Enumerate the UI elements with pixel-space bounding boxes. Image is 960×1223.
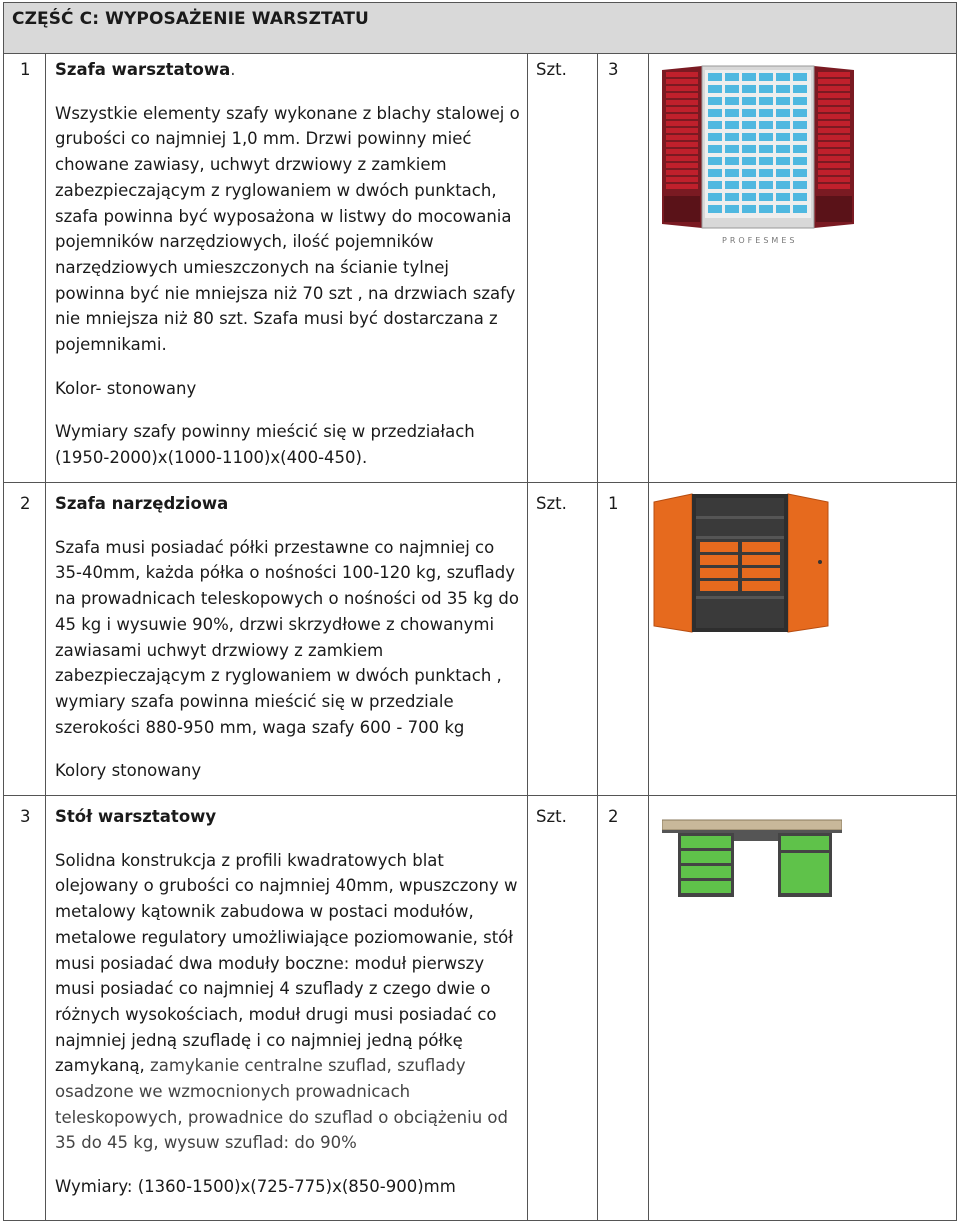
item-number: 3 [20,807,31,826]
column-divider [527,53,528,1221]
door-bin [818,72,850,77]
drawer [700,542,738,552]
door-bin [666,156,698,161]
item-number: 1 [20,60,31,79]
storage-bin [708,109,722,117]
item-paragraph: Wszystkie elementy szafy wykonane z blachy stalowej o grubości co najmniej 1,0 mm. Drzwi powinny mieć chowane zawiasy, uchwyt drzwiowy z zamkiem zabezpieczającym z ryglowaniem w dwóch punktach, szafa powinna być wyposażona w listwy do mocowania pojemników narzędziowych, ilość pojemników narzędziowych umieszczonych na ścianie tylnej powinna być nie mniejsza niż 70 szt , na drzwiach szafy nie mniejsza niż 80 szt. Szafa musi być dostarczana z pojemnikami. [55,103,520,355]
item-title: Szafa narzędziowa [55,494,229,513]
drawer [781,836,829,850]
storage-bin [725,85,739,93]
door-bin [818,114,850,119]
storage-bin [793,193,807,201]
storage-bin [776,169,790,177]
storage-bin [725,109,739,117]
storage-bin [725,133,739,141]
storage-bin [708,145,722,153]
storage-bin [708,133,722,141]
storage-bin [742,97,756,105]
storage-bin [725,193,739,201]
storage-bin [759,169,773,177]
item-unit: Szt. [536,494,567,513]
drawer [742,581,780,591]
door-bin [666,86,698,91]
door-bin [666,114,698,119]
storage-bin [793,169,807,177]
storage-bin [725,181,739,189]
item-description [55,491,523,802]
storage-bin [776,73,790,81]
door-bin [818,156,850,161]
storage-bin [708,121,722,129]
door-bin [666,149,698,154]
storage-bin [759,97,773,105]
storage-bin [742,85,756,93]
door-bin [666,163,698,168]
door-bin [818,177,850,182]
door-bin [666,121,698,126]
storage-bin [708,157,722,165]
column-divider [597,53,598,1221]
storage-bin [776,109,790,117]
storage-bin [759,133,773,141]
storage-bin [793,121,807,129]
storage-bin [725,205,739,213]
workshop-cabinet-image [660,64,856,232]
storage-bin [776,157,790,165]
tool-cabinet-image [652,492,832,634]
item-title: Stół warsztatowy [55,807,217,826]
item-paragraph: Kolor- stonowany [55,378,197,398]
item-title-suffix: . [230,60,236,79]
drawer [742,555,780,565]
storage-bin [793,145,807,153]
storage-bin [708,181,722,189]
door-bin [666,135,698,140]
door-bin [818,93,850,98]
storage-bin [793,133,807,141]
door-bin [666,142,698,147]
door-bin [666,100,698,105]
drawer [681,851,731,863]
storage-bin [776,85,790,93]
drawer [681,866,731,878]
storage-bin [793,97,807,105]
door-bin [818,100,850,105]
door-bin [818,128,850,133]
item-quantity: 1 [608,494,619,513]
storage-bin [793,73,807,81]
drawer [700,555,738,565]
item-unit: Szt. [536,807,567,826]
drawer [681,881,731,893]
storage-bin [708,205,722,213]
column-divider [45,53,46,1221]
storage-bin [742,181,756,189]
storage-bin [776,121,790,129]
storage-bin [759,109,773,117]
item-paragraph: Kolory stonowany [55,761,202,781]
storage-bin [759,205,773,213]
item-paragraph: Solidna konstrukcja z profili kwadratowych blat olejowany o grubości co najmniej 40mm, wpuszczony w metalowy kątownik zabudowa w postaci modułów, metalowe regulatory umożliwiające poziomowanie, stół musi posiadać dwa moduły boczne: moduł pierwszy musi posiadać co najmniej 4 szuflady z czego dwie o różnych wysokościach, moduł drugi musi posiadać co najmniej jedną szufladę i co najmniej jedną półkę zamykaną, [55,850,518,1076]
storage-bin [759,121,773,129]
storage-bin [776,193,790,201]
door-bin [666,128,698,133]
storage-bin [708,97,722,105]
storage-bin [793,85,807,93]
storage-bin [759,73,773,81]
door-bin [666,93,698,98]
door-bin [666,170,698,175]
storage-bin [742,121,756,129]
door-bin [818,135,850,140]
door-bin [818,163,850,168]
storage-bin [725,73,739,81]
brand-logo-caption: PROFESMES [722,236,798,245]
item-description [55,804,523,1218]
storage-bin [793,157,807,165]
storage-bin [708,73,722,81]
storage-bin [759,85,773,93]
storage-bin [725,145,739,153]
storage-bin [793,109,807,117]
section-title: CZĘŚĆ C: WYPOSAŻENIE WARSZTATU [12,9,369,29]
door-bin [818,86,850,91]
door-bin [818,142,850,147]
door-bin [666,72,698,77]
storage-bin [742,109,756,117]
door-bin [818,149,850,154]
door-bin [818,79,850,84]
storage-bin [759,157,773,165]
item-unit: Szt. [536,60,567,79]
door-bin [666,107,698,112]
section-header [3,2,957,54]
storage-bin [708,169,722,177]
item-quantity: 3 [608,60,619,79]
drawer [742,542,780,552]
storage-bin [776,181,790,189]
door-bin [818,107,850,112]
storage-bin [759,145,773,153]
storage-bin [725,169,739,177]
drawer [681,836,731,848]
item-paragraph-tail: zamykanie centralne szuflad, szuflady osadzone we wzmocnionych prowadnicach teleskopowych, prowadnice do szuflad o obciążeniu od 35 do 45 kg, wysuw szuflad: do 90% [55,1056,508,1153]
drawer [700,568,738,578]
storage-bin [742,193,756,201]
storage-bin [793,205,807,213]
door-bin [666,184,698,189]
storage-bin [759,181,773,189]
item-description [55,57,523,489]
drawer [700,581,738,591]
storage-bin [742,73,756,81]
storage-bin [725,97,739,105]
storage-bin [708,85,722,93]
storage-bin [708,193,722,201]
door-bin [818,121,850,126]
item-paragraph: Szafa musi posiadać półki przestawne co najmniej co 35-40mm, każda półka o nośności 100-120 kg, szuflady na prowadnicach teleskopowych o nośności od 35 kg do 45 kg i wysuwie 90%, drzwi skrzydłowe z chowanymi zawiasami uchwyt drzwiowy z zamkiem zabezpieczającym z ryglowaniem w dwóch punktach , wymiary szafa powinna mieścić się w przedziale szerokości 880-950 mm, waga szafy 600 - 700 kg [55,537,519,737]
storage-bin [725,157,739,165]
storage-bin [742,133,756,141]
storage-bin [759,193,773,201]
door-bin [666,79,698,84]
item-quantity: 2 [608,807,619,826]
workbench-image [662,818,842,900]
column-divider [648,53,649,1221]
cabinet-door [781,853,829,893]
storage-bin [742,205,756,213]
storage-bin [742,157,756,165]
door-bin [666,177,698,182]
storage-bin [776,133,790,141]
item-dimensions: Wymiary: (1360-1500)x(725-775)x(850-900)mm [55,1177,456,1197]
storage-bin [793,181,807,189]
item-title: Szafa warsztatowa [55,60,231,79]
door-bin [818,170,850,175]
storage-bin [776,145,790,153]
storage-bin [742,145,756,153]
drawer [742,568,780,578]
storage-bin [776,205,790,213]
door-bin [818,184,850,189]
storage-bin [742,169,756,177]
item-paragraph: Wymiary szafy powinny mieścić się w przedziałach (1950-2000)x(1000-1100)x(400-450). [55,422,475,468]
storage-bin [776,97,790,105]
item-number: 2 [20,494,31,513]
storage-bin [725,121,739,129]
